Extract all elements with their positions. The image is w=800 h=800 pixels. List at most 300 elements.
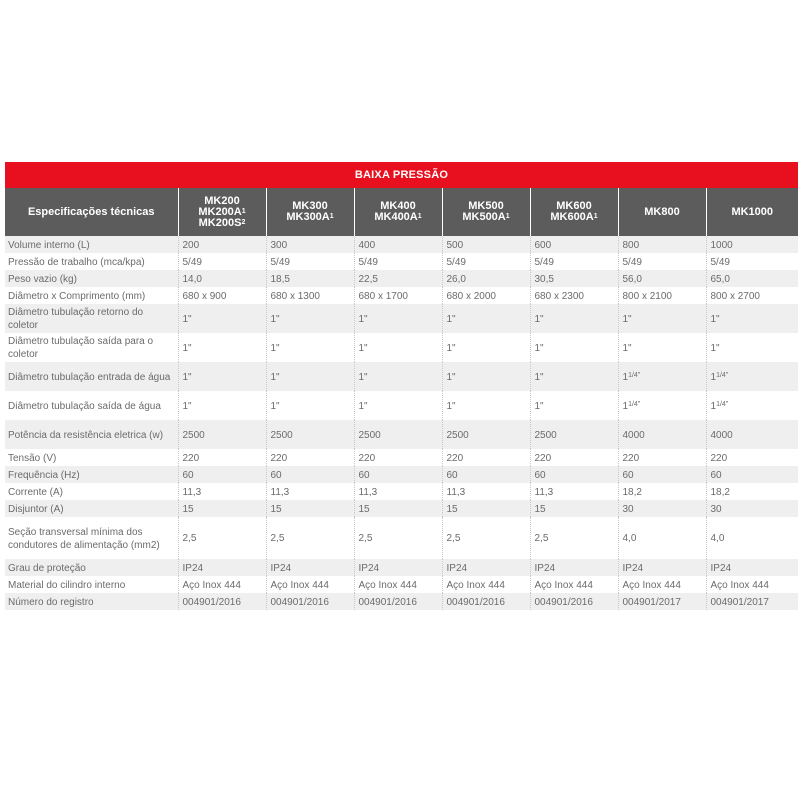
table-banner: BAIXA PRESSÃO [5,162,798,188]
table-cell [354,466,442,483]
cell-value: 14,0 [182,273,202,285]
table-cell [530,449,618,466]
table-cell [706,391,798,420]
table-cell [266,517,354,559]
cell-value: 11,3 [182,486,202,498]
table-cell [266,593,354,610]
table-cell [530,576,618,593]
table-cell [706,236,798,253]
table-cell [266,420,354,449]
cell-value: 15 [358,503,370,515]
table-cell [618,593,706,610]
table-cell [618,576,706,593]
table-cell [178,304,266,333]
header-model-line [447,212,526,223]
header-model-line [359,212,438,223]
table-cell [530,559,618,576]
cell-fraction: 1/4" [628,400,641,408]
table-cell [266,466,354,483]
table-cell [530,420,618,449]
cell-value: 15 [534,503,546,515]
cell-value: 1" [358,313,368,325]
header-model-3 [442,188,530,236]
table-row [5,270,798,287]
cell-value: 5/49 [622,256,642,268]
cell-value: Aço Inox 444 [270,579,329,591]
table-cell [618,500,706,517]
table-cell [706,304,798,333]
cell-value: 1" [182,342,192,354]
row-label: Número do registro [5,593,178,610]
cell-value: 1" [622,342,632,354]
model-name: MK400 [380,200,416,212]
cell-value: 1" [358,342,368,354]
cell-value: IP24 [622,562,644,574]
header-model-4 [530,188,618,236]
row-label: Frequência (Hz) [5,466,178,483]
table-cell [530,391,618,420]
cell-value: 1" [710,342,720,354]
table-cell [266,449,354,466]
cell-value: 1 [622,371,629,383]
table-cell [442,304,530,333]
cell-value: 800 x 2700 [710,290,760,302]
header-model-line [711,207,795,218]
table-cell [178,500,266,517]
table-row [5,593,798,610]
cell-value: 1" [270,371,280,383]
table-row [5,362,798,391]
table-cell [266,362,354,391]
cell-value: 4,0 [622,533,637,544]
row-label: Pressão de trabalho (mca/kpa) [5,253,178,270]
cell-value: 1" [270,313,280,325]
cell-value: 60 [622,469,634,481]
model-footnote: 1 [241,207,246,215]
table-cell [442,362,530,391]
table-row [5,287,798,304]
table-cell [178,559,266,576]
table-cell [706,362,798,391]
cell-value: 1" [358,371,368,383]
row-label: Disjuntor (A) [5,500,178,517]
table-cell [354,517,442,559]
cell-value: 1" [270,342,280,354]
table-cell [706,420,798,449]
model-name: MK500A [462,211,506,223]
cell-value: Aço Inox 444 [710,579,769,591]
cell-value: 18,2 [622,486,642,498]
table-cell [178,483,266,500]
model-name: MK1000 [731,205,774,218]
cell-value: 680 x 1300 [270,290,320,302]
cell-value: 4,0 [710,533,725,544]
table-cell [618,517,706,559]
table-cell [178,466,266,483]
table-cell [530,236,618,253]
table-cell [618,304,706,333]
table-cell [266,304,354,333]
model-name: MK500 [468,200,504,212]
table-cell [266,483,354,500]
table-cell [618,270,706,287]
row-label: Diâmetro tubulação retorno do coletor [5,304,178,333]
cell-value: 30,5 [534,273,554,285]
table-body [5,236,798,610]
table-cell [618,420,706,449]
cell-value: 60 [710,469,722,481]
table-cell [266,333,354,362]
cell-value: 5/49 [182,256,202,268]
cell-value: 2500 [358,429,381,441]
table-cell [442,593,530,610]
cell-value: IP24 [534,562,556,574]
cell-value: 18,2 [710,486,730,498]
cell-value: 15 [270,503,282,515]
cell-value: 2500 [270,429,293,441]
table-cell [354,576,442,593]
table-cell [266,576,354,593]
table-cell [706,517,798,559]
table-row [5,449,798,466]
cell-value: 65,0 [710,273,730,285]
header-model-line [183,218,262,229]
row-label: Corrente (A) [5,483,178,500]
table-cell [618,391,706,420]
table-cell [706,270,798,287]
cell-value: 004901/2017 [622,596,681,608]
table-cell [442,253,530,270]
table-row [5,304,798,333]
table-row [5,391,798,420]
cell-value: 004901/2016 [270,596,329,608]
cell-value: 11,3 [358,486,378,498]
row-label: Diâmetro tubulação entrada de água [5,362,178,391]
table-cell [354,270,442,287]
cell-value: 26,0 [446,273,466,285]
table-cell [354,253,442,270]
cell-value: 1" [534,342,544,354]
table-cell [178,420,266,449]
cell-value: 1" [534,371,544,383]
table-cell [442,287,530,304]
cell-value: IP24 [710,562,732,574]
table-cell [530,466,618,483]
table-cell [266,559,354,576]
table-cell [442,236,530,253]
table-cell [266,270,354,287]
cell-value: 2,5 [358,533,373,544]
cell-value: 1" [710,313,720,325]
table-cell [178,270,266,287]
cell-value: 004901/2016 [534,596,593,608]
table-cell [178,333,266,362]
cell-value: 1" [270,400,280,412]
model-name: MK600 [556,200,592,212]
spec-table-container [5,162,798,610]
cell-value: Aço Inox 444 [446,579,505,591]
cell-value: 680 x 900 [182,290,227,302]
cell-value: 1" [446,342,456,354]
cell-value: IP24 [182,562,204,574]
model-footnote: 1 [417,213,422,220]
cell-value: 11,3 [534,486,554,498]
cell-value: 5/49 [710,256,730,268]
table-cell [354,362,442,391]
table-cell [442,517,530,559]
table-cell [618,559,706,576]
model-name: MK400A [374,211,418,223]
cell-fraction: 1/4" [716,400,729,408]
cell-fraction: 1/4" [716,371,729,379]
table-cell [178,287,266,304]
cell-value: 2,5 [534,533,549,544]
table-cell [530,500,618,517]
header-model-0 [178,188,266,236]
cell-value: 30 [710,503,722,515]
table-cell [618,449,706,466]
table-cell [706,576,798,593]
cell-value: 004901/2016 [182,596,241,608]
table-row [5,559,798,576]
cell-value: 5/49 [358,256,378,268]
cell-value: 11,3 [270,486,290,498]
cell-value: IP24 [358,562,380,574]
table-cell [266,287,354,304]
cell-value: 60 [182,469,194,481]
cell-value: Aço Inox 444 [622,579,681,591]
cell-value: 15 [182,503,194,515]
table-cell [354,500,442,517]
table-row [5,253,798,270]
header-model-line [623,207,702,218]
row-label: Diâmetro tubulação saída para o coletor [5,333,178,362]
table-row [5,483,798,500]
cell-value: 60 [358,469,370,481]
table-cell [354,593,442,610]
cell-value: 56,0 [622,273,642,285]
cell-value: 2500 [534,429,557,441]
table-row [5,517,798,559]
cell-value: 22,5 [358,273,378,285]
cell-value: 800 x 2100 [622,290,672,302]
cell-value: 004901/2017 [710,596,769,608]
cell-value: Aço Inox 444 [358,579,417,591]
model-name: MK300A [286,211,330,223]
table-cell [530,593,618,610]
cell-value: 220 [446,452,464,464]
table-cell [442,420,530,449]
cell-value: 800 [622,239,640,251]
cell-value: 4000 [622,429,645,441]
row-label: Material do cilindro interno [5,576,178,593]
table-cell [354,391,442,420]
cell-value: 220 [710,452,728,464]
table-cell [442,466,530,483]
table-row [5,576,798,593]
table-cell [706,253,798,270]
cell-value: 200 [182,239,200,251]
cell-value: 5/49 [270,256,290,268]
cell-value: 2500 [182,429,205,441]
table-cell [530,483,618,500]
cell-value: 2,5 [446,533,461,544]
table-cell [442,449,530,466]
table-cell [706,483,798,500]
cell-value: IP24 [270,562,292,574]
model-name: MK800 [644,205,680,218]
cell-fraction: 1/4" [628,371,641,379]
table-cell [178,362,266,391]
table-cell [178,449,266,466]
table-cell [618,287,706,304]
row-label: Potência da resistência eletrica (w) [5,420,178,449]
table-cell [178,517,266,559]
table-cell [706,466,798,483]
model-footnote: 1 [329,213,334,220]
row-label: Volume interno (L) [5,236,178,253]
table-cell [442,391,530,420]
table-cell [354,449,442,466]
cell-value: 5/49 [534,256,554,268]
cell-value: 1" [534,313,544,325]
cell-value: 11,3 [446,486,466,498]
table-cell [530,333,618,362]
model-name: MK200A [198,205,242,218]
table-cell [354,333,442,362]
table-cell [354,420,442,449]
cell-value: 220 [270,452,288,464]
table-cell [442,333,530,362]
table-cell [442,500,530,517]
table-row [5,466,798,483]
model-name: MK200 [204,194,240,207]
table-row [5,500,798,517]
cell-value: 60 [534,469,546,481]
cell-value: 60 [270,469,282,481]
cell-value: 680 x 1700 [358,290,408,302]
table-cell [354,483,442,500]
header-model-line [535,212,614,223]
table-cell [618,253,706,270]
header-spec: Especificações técnicas [5,188,178,236]
table-cell [618,466,706,483]
cell-value: 60 [446,469,458,481]
model-name: MK600A [550,211,594,223]
cell-value: 1" [446,371,456,383]
cell-value: 1" [622,313,632,325]
table-cell [178,576,266,593]
table-cell [706,287,798,304]
cell-value: 15 [446,503,458,515]
table-cell [442,270,530,287]
cell-value: 220 [182,452,200,464]
cell-value: 2500 [446,429,469,441]
table-cell [706,559,798,576]
header-model-line [271,212,350,223]
cell-value: 4000 [710,429,733,441]
model-footnote: 1 [593,213,598,220]
cell-value: 004901/2016 [358,596,417,608]
table-row [5,236,798,253]
table-cell [442,576,530,593]
header-row [5,188,798,236]
cell-value: IP24 [446,562,468,574]
cell-value: 1 [710,400,717,412]
cell-value: 400 [358,239,376,251]
cell-value: 1" [534,400,544,412]
table-cell [178,236,266,253]
table-cell [530,362,618,391]
header-model-6 [706,188,798,236]
table-cell [706,593,798,610]
table-cell [618,333,706,362]
cell-value: 1" [182,313,192,325]
table-cell [266,391,354,420]
model-footnote: 2 [241,218,246,226]
table-cell [530,517,618,559]
table-cell [530,287,618,304]
table-cell [530,253,618,270]
cell-value: 680 x 2000 [446,290,496,302]
cell-value: 18,5 [270,273,290,285]
header-model-2 [354,188,442,236]
cell-value: 600 [534,239,552,251]
row-label: Seção transversal mínima dos condutores de alimentação (mm2) [5,517,178,559]
table-cell [442,559,530,576]
cell-value: 1" [182,371,192,383]
table-cell [442,483,530,500]
model-name: MK200S [198,216,242,229]
cell-value: Aço Inox 444 [534,579,593,591]
table-cell [178,391,266,420]
model-name: MK300 [292,200,328,212]
table-cell [706,449,798,466]
table-cell [178,253,266,270]
cell-value: 004901/2016 [446,596,505,608]
table-cell [618,483,706,500]
table-cell [618,362,706,391]
cell-value: 1" [446,400,456,412]
table-row [5,420,798,449]
header-model-5 [618,188,706,236]
row-label: Peso vazio (kg) [5,270,178,287]
cell-value: 1000 [710,239,733,251]
row-label: Diâmetro x Comprimento (mm) [5,287,178,304]
cell-value: 1" [446,313,456,325]
row-label: Diâmetro tubulação saída de água [5,391,178,420]
table-cell [266,236,354,253]
row-label: Tensão (V) [5,449,178,466]
cell-value: 1 [622,400,629,412]
cell-value: Aço Inox 444 [182,579,241,591]
cell-value: 30 [622,503,634,515]
spec-table [5,188,798,610]
cell-value: 300 [270,239,288,251]
table-cell [354,559,442,576]
cell-value: 220 [534,452,552,464]
cell-value: 220 [622,452,640,464]
cell-value: 1" [182,400,192,412]
table-cell [178,593,266,610]
cell-value: 1" [358,400,368,412]
table-header [5,188,798,236]
row-label: Grau de proteção [5,559,178,576]
table-cell [354,287,442,304]
cell-value: 5/49 [446,256,466,268]
cell-value: 2,5 [182,533,197,544]
cell-value: 680 x 2300 [534,290,584,302]
